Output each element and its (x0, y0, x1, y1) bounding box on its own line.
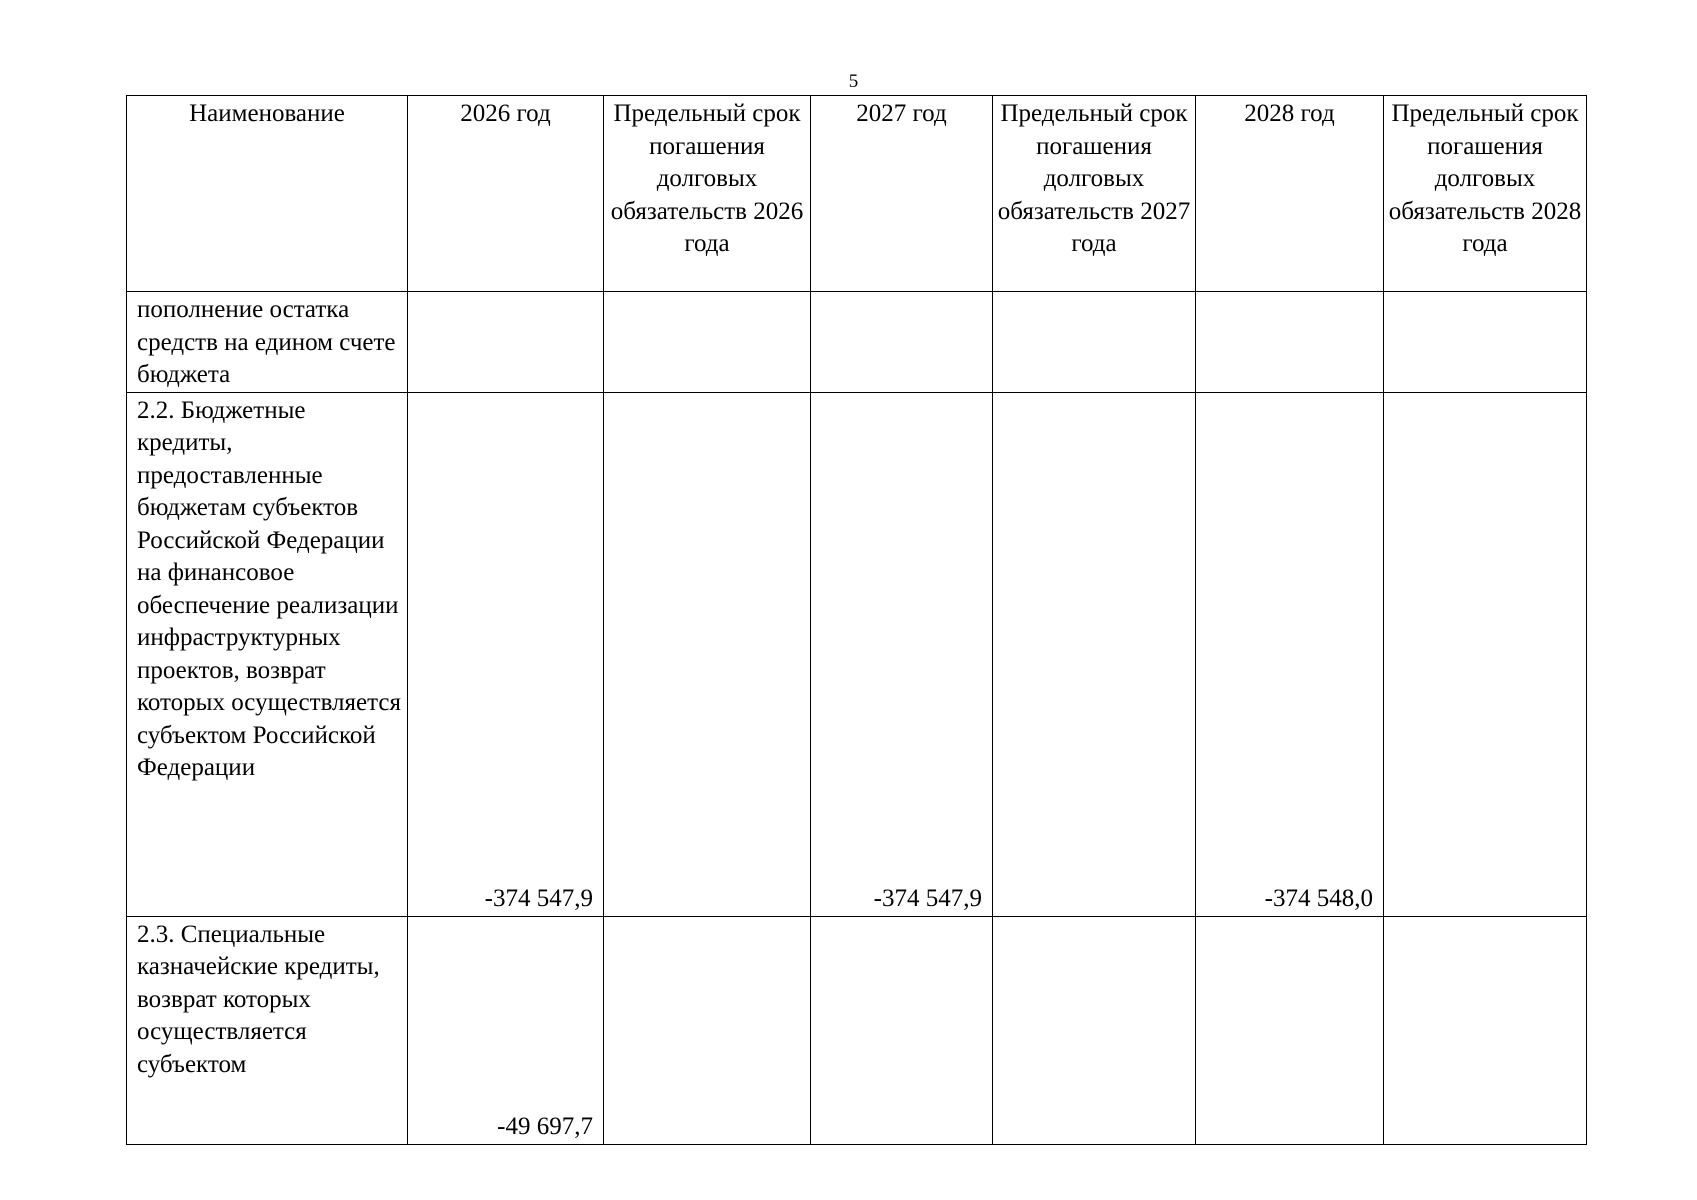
cell-2027 (811, 292, 993, 393)
cell-term-2028 (1384, 916, 1587, 1144)
cell-2028 (1196, 292, 1384, 393)
cell-2028 (1196, 916, 1384, 1144)
cell-term-2026 (604, 392, 811, 916)
header-term-2028: Предельный срок погашения долговых обязательств 2028 года (1384, 96, 1587, 292)
cell-term-2027 (993, 392, 1196, 916)
header-2028: 2028 год (1196, 96, 1384, 292)
budget-table (126, 95, 1587, 1145)
cell-2026: -49 697,7 (408, 916, 604, 1144)
cell-term-2028 (1384, 392, 1587, 916)
header-term-2027: Предельный срок погашения долговых обязательств 2027 года (993, 96, 1196, 292)
table-row (127, 292, 1587, 393)
header-2026: 2026 год (408, 96, 604, 292)
row-name: 2.3. Специальные казначейские кредиты, возврат которых осуществляется субъектом (127, 916, 408, 1144)
cell-term-2027 (993, 292, 1196, 393)
header-2027: 2027 год (811, 96, 993, 292)
table-row (127, 916, 1587, 1144)
cell-2026 (408, 292, 604, 393)
row-name: 2.2. Бюджетные кредиты, предоставленные бюджетам субъектов Российской Федерации на финансовое обеспечение реализации инфраструктурных проектов, возврат которых осуществляется субъектом Российской Федерации (127, 392, 408, 916)
table-row (127, 392, 1587, 916)
table-header-row (127, 96, 1587, 292)
header-term-2026: Предельный срок погашения долговых обязательств 2026 года (604, 96, 811, 292)
header-name: Наименование (127, 96, 408, 292)
cell-2026: -374 547,9 (408, 392, 604, 916)
cell-term-2027 (993, 916, 1196, 1144)
cell-term-2026 (604, 916, 811, 1144)
cell-2027 (811, 916, 993, 1144)
cell-term-2028 (1384, 292, 1587, 393)
cell-2027: -374 547,9 (811, 392, 993, 916)
page-number: 5 (848, 71, 859, 92)
row-name: пополнение остатка средств на едином счете бюджета (127, 292, 408, 393)
cell-2028: -374 548,0 (1196, 392, 1384, 916)
cell-term-2026 (604, 292, 811, 393)
